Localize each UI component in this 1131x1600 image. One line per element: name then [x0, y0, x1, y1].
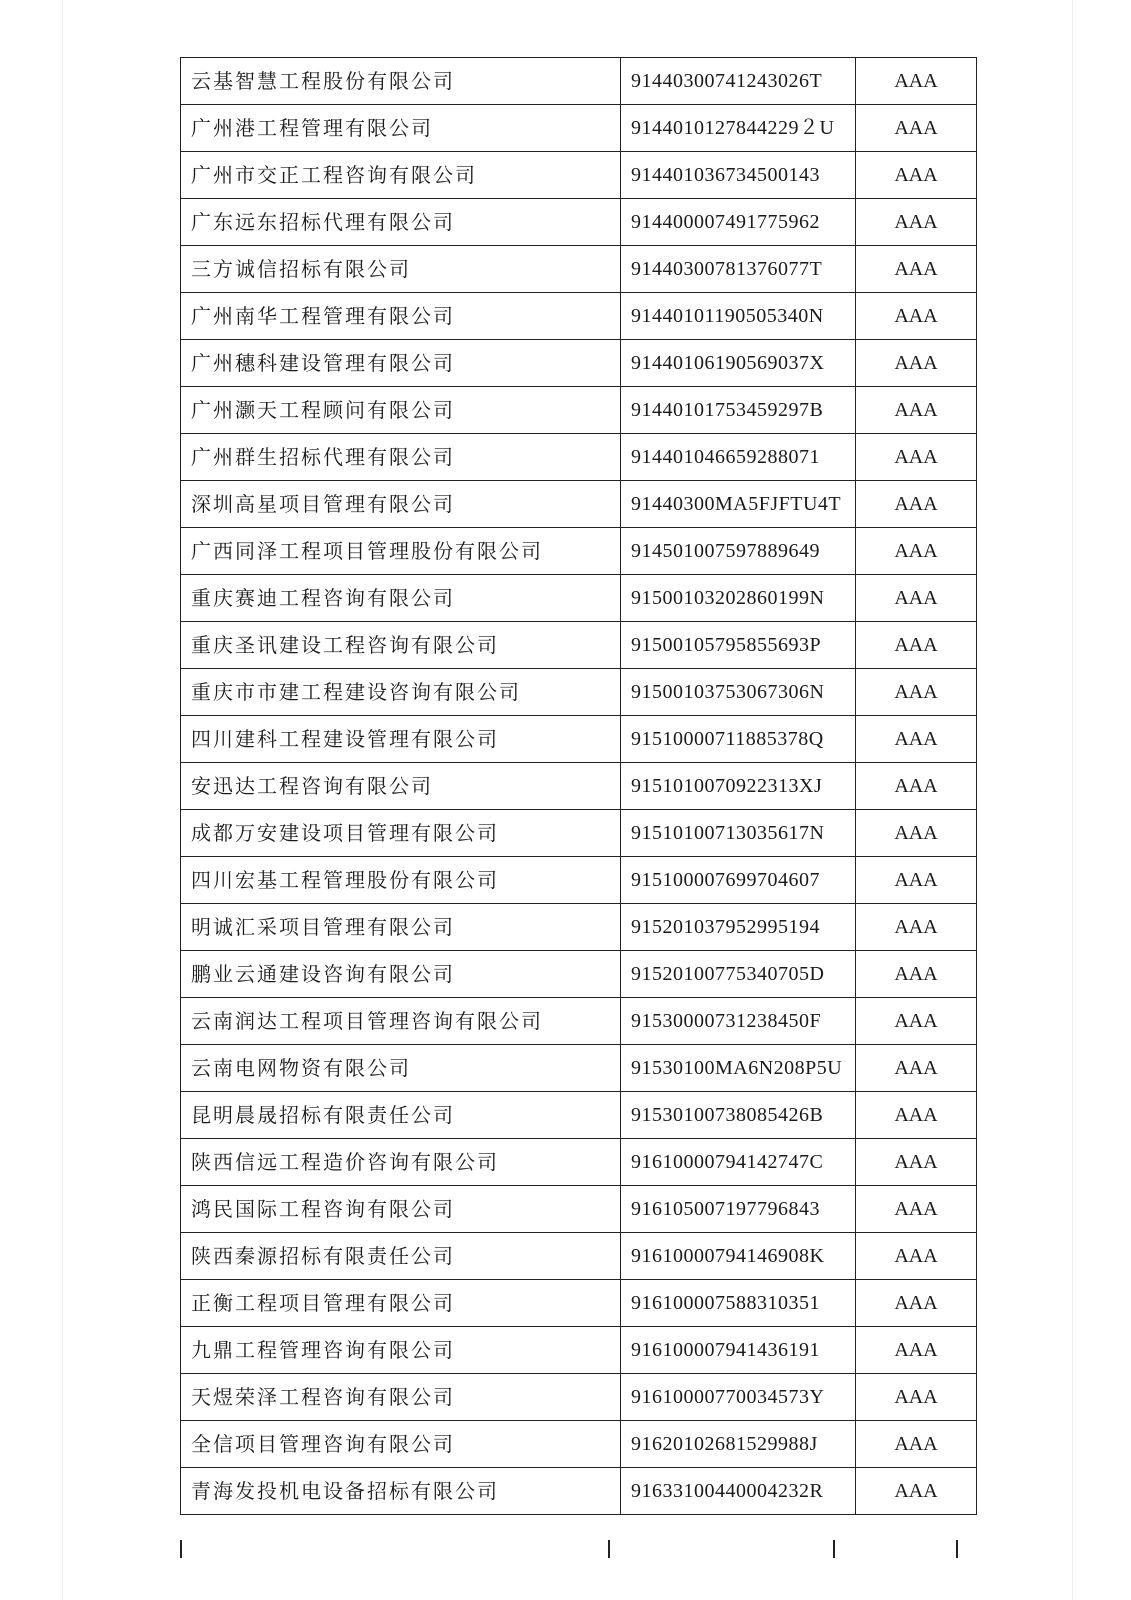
table-row [181, 1045, 977, 1092]
company-name-cell: 重庆圣讯建设工程咨询有限公司 [181, 622, 621, 669]
table-body [181, 58, 977, 1515]
company-name-cell: 天煜荣泽工程咨询有限公司 [181, 1374, 621, 1421]
table-row [181, 1280, 977, 1327]
company-name-cell: 重庆赛迪工程咨询有限公司 [181, 575, 621, 622]
table-row [181, 434, 977, 481]
company-name-cell: 深圳高星项目管理有限公司 [181, 481, 621, 528]
table-row [181, 669, 977, 716]
credit-code-cell: 91520100775340705D [621, 951, 856, 998]
table-row [181, 1092, 977, 1139]
credit-code-cell: 91440106190569037X [621, 340, 856, 387]
company-name-cell: 广州南华工程管理有限公司 [181, 293, 621, 340]
credit-code-cell: 915100007699704607 [621, 857, 856, 904]
credit-code-cell: 91510100713035617N [621, 810, 856, 857]
rating-cell: AAA [856, 575, 977, 622]
rating-cell: AAA [856, 810, 977, 857]
table-row [181, 857, 977, 904]
table-continuation-line-mid1 [608, 1540, 610, 1558]
table-row [181, 481, 977, 528]
company-name-cell: 安迅达工程咨询有限公司 [181, 763, 621, 810]
rating-cell: AAA [856, 1468, 977, 1515]
table-row [181, 246, 977, 293]
company-name-cell: 三方诚信招标有限公司 [181, 246, 621, 293]
credit-code-cell: 916105007197796843 [621, 1186, 856, 1233]
rating-cell: AAA [856, 669, 977, 716]
credit-code-cell: 91440101753459297B [621, 387, 856, 434]
table-continuation-line-right [956, 1540, 958, 1558]
table-row [181, 528, 977, 575]
table-row [181, 199, 977, 246]
rating-cell: AAA [856, 1139, 977, 1186]
company-name-cell: 青海发投机电设备招标有限公司 [181, 1468, 621, 1515]
table-row [181, 387, 977, 434]
table-row [181, 1233, 977, 1280]
rating-cell: AAA [856, 387, 977, 434]
table-row [181, 716, 977, 763]
credit-code-cell: 91530100MA6N208P5U [621, 1045, 856, 1092]
credit-code-cell: 91610000770034573Y [621, 1374, 856, 1421]
credit-code-cell: 91610000794146908K [621, 1233, 856, 1280]
rating-cell: AAA [856, 1045, 977, 1092]
table-row [181, 1468, 977, 1515]
credit-rating-table [180, 57, 977, 1515]
rating-cell: AAA [856, 951, 977, 998]
rating-cell: AAA [856, 105, 977, 152]
table-row [181, 904, 977, 951]
table-row [181, 763, 977, 810]
credit-code-cell: 91440300741243026T [621, 58, 856, 105]
rating-cell: AAA [856, 1092, 977, 1139]
company-name-cell: 云基智慧工程股份有限公司 [181, 58, 621, 105]
table-row [181, 340, 977, 387]
rating-cell: AAA [856, 857, 977, 904]
rating-cell: AAA [856, 340, 977, 387]
credit-code-cell: 91500103202860199N [621, 575, 856, 622]
company-name-cell: 广州群生招标代理有限公司 [181, 434, 621, 481]
rating-cell: AAA [856, 904, 977, 951]
company-name-cell: 鹏业云通建设咨询有限公司 [181, 951, 621, 998]
company-name-cell: 明诚汇采项目管理有限公司 [181, 904, 621, 951]
table-row [181, 575, 977, 622]
company-name-cell: 广州市交正工程咨询有限公司 [181, 152, 621, 199]
company-name-cell: 陕西信远工程造价咨询有限公司 [181, 1139, 621, 1186]
rating-cell: AAA [856, 199, 977, 246]
page-edge-left [62, 0, 63, 1600]
company-name-cell: 正衡工程项目管理有限公司 [181, 1280, 621, 1327]
table-row [181, 1139, 977, 1186]
credit-code-cell: 91440101190505340N [621, 293, 856, 340]
rating-cell: AAA [856, 481, 977, 528]
credit-code-cell: 914401036734500143 [621, 152, 856, 199]
credit-rating-table-container [180, 57, 957, 1515]
credit-code-cell: 916100007588310351 [621, 1280, 856, 1327]
table-row [181, 105, 977, 152]
credit-code-cell: 91500103753067306N [621, 669, 856, 716]
company-name-cell: 广西同泽工程项目管理股份有限公司 [181, 528, 621, 575]
rating-cell: AAA [856, 763, 977, 810]
rating-cell: AAA [856, 1421, 977, 1468]
table-row [181, 1186, 977, 1233]
company-name-cell: 全信项目管理咨询有限公司 [181, 1421, 621, 1468]
company-name-cell: 四川建科工程建设管理有限公司 [181, 716, 621, 763]
table-row [181, 810, 977, 857]
credit-code-cell: 91633100440004232R [621, 1468, 856, 1515]
credit-code-cell: 91530000731238450F [621, 998, 856, 1045]
company-name-cell: 九鼎工程管理咨询有限公司 [181, 1327, 621, 1374]
company-name-cell: 昆明晨晟招标有限责任公司 [181, 1092, 621, 1139]
table-row [181, 998, 977, 1045]
rating-cell: AAA [856, 1374, 977, 1421]
company-name-cell: 重庆市市建工程建设咨询有限公司 [181, 669, 621, 716]
rating-cell: AAA [856, 1327, 977, 1374]
rating-cell: AAA [856, 246, 977, 293]
table-row [181, 1421, 977, 1468]
company-name-cell: 广州穗科建设管理有限公司 [181, 340, 621, 387]
table-row [181, 152, 977, 199]
table-row [181, 293, 977, 340]
company-name-cell: 广州灏天工程顾问有限公司 [181, 387, 621, 434]
company-name-cell: 广东远东招标代理有限公司 [181, 199, 621, 246]
rating-cell: AAA [856, 1233, 977, 1280]
credit-code-cell: 916100007941436191 [621, 1327, 856, 1374]
rating-cell: AAA [856, 1280, 977, 1327]
table-continuation-line-mid2 [833, 1540, 835, 1558]
credit-code-cell: 91500105795855693P [621, 622, 856, 669]
rating-cell: AAA [856, 998, 977, 1045]
table-continuation-line-left [180, 1540, 182, 1558]
company-name-cell: 云南电网物资有限公司 [181, 1045, 621, 1092]
credit-code-cell: 91610000794142747C [621, 1139, 856, 1186]
table-row [181, 1374, 977, 1421]
credit-code-cell: 9144010127844229２U [621, 105, 856, 152]
company-name-cell: 广州港工程管理有限公司 [181, 105, 621, 152]
rating-cell: AAA [856, 293, 977, 340]
rating-cell: AAA [856, 622, 977, 669]
rating-cell: AAA [856, 58, 977, 105]
rating-cell: AAA [856, 434, 977, 481]
credit-code-cell: 91510000711885378Q [621, 716, 856, 763]
credit-code-cell: 915201037952995194 [621, 904, 856, 951]
credit-code-cell: 91440300MA5FJFTU4T [621, 481, 856, 528]
table-row [181, 1327, 977, 1374]
company-name-cell: 鸿民国际工程咨询有限公司 [181, 1186, 621, 1233]
credit-code-cell: 914501007597889649 [621, 528, 856, 575]
credit-code-cell: 91440300781376077T [621, 246, 856, 293]
rating-cell: AAA [856, 1186, 977, 1233]
page-edge-right [1072, 0, 1073, 1600]
credit-code-cell: 914400007491775962 [621, 199, 856, 246]
table-row [181, 58, 977, 105]
credit-code-cell: 9151010070922313XJ [621, 763, 856, 810]
rating-cell: AAA [856, 152, 977, 199]
table-row [181, 622, 977, 669]
credit-code-cell: 914401046659288071 [621, 434, 856, 481]
table-row [181, 951, 977, 998]
rating-cell: AAA [856, 528, 977, 575]
credit-code-cell: 91620102681529988J [621, 1421, 856, 1468]
company-name-cell: 成都万安建设项目管理有限公司 [181, 810, 621, 857]
credit-code-cell: 91530100738085426B [621, 1092, 856, 1139]
company-name-cell: 陕西秦源招标有限责任公司 [181, 1233, 621, 1280]
company-name-cell: 四川宏基工程管理股份有限公司 [181, 857, 621, 904]
rating-cell: AAA [856, 716, 977, 763]
company-name-cell: 云南润达工程项目管理咨询有限公司 [181, 998, 621, 1045]
